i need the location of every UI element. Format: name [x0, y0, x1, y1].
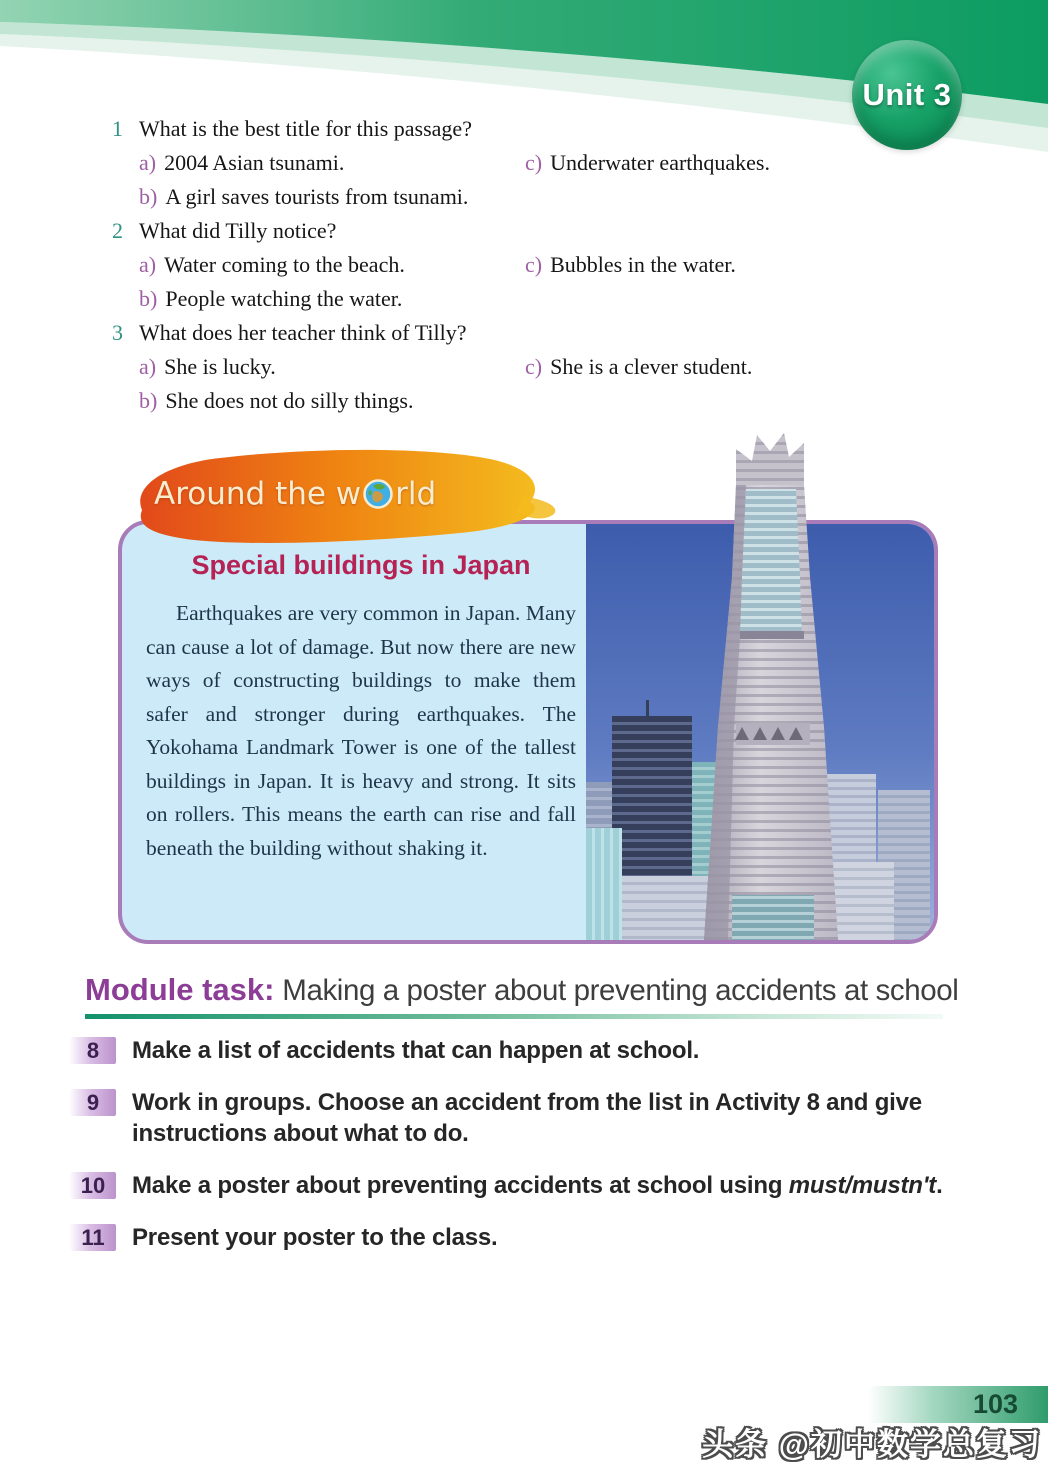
option-text: She is a clever student. — [550, 354, 753, 379]
banner-title-part1: Around the w — [154, 476, 362, 512]
activity-11 — [70, 1222, 980, 1253]
question-text: What is the best title for this passage? — [139, 116, 472, 141]
box-title: Special buildings in Japan — [191, 550, 531, 580]
option-letter: a) — [139, 252, 157, 277]
module-task-title: Making a poster about preventing accidents at school — [274, 974, 959, 1007]
option-text: Water coming to the beach. — [164, 252, 405, 277]
option-letter: c) — [525, 354, 543, 379]
option-text: Bubbles in the water. — [550, 252, 736, 277]
question-text: What did Tilly notice? — [139, 218, 337, 243]
option-a — [139, 248, 525, 282]
option-c — [525, 350, 752, 384]
question-number: 2 — [112, 218, 123, 243]
watermark-text: 头条 @初中数学总复习 — [702, 1427, 1042, 1462]
comprehension-questions — [112, 112, 992, 418]
page-number-bar — [868, 1386, 1048, 1423]
question-2 — [112, 214, 992, 248]
option-letter: a) — [139, 354, 157, 379]
banner-title — [154, 476, 436, 512]
around-the-world-box — [118, 520, 938, 944]
question-number: 3 — [112, 320, 123, 345]
activity-8 — [70, 1035, 980, 1066]
activity-text: Present your poster to the class. — [132, 1224, 498, 1251]
option-text: 2004 Asian tsunami. — [164, 150, 345, 175]
building-shape — [616, 876, 736, 940]
question-text: What does her teacher think of Tilly? — [139, 320, 467, 345]
activity-text: Make a list of accidents that can happen at school. — [132, 1037, 700, 1064]
question-1-options-row — [112, 180, 992, 214]
option-text: Underwater earthquakes. — [550, 150, 770, 175]
activities-list — [70, 1035, 980, 1274]
globe-icon — [362, 478, 394, 510]
option-c — [525, 248, 736, 282]
box-paragraph: Earthquakes are very common in Japan. Many can cause a lot of damage. But now there are new ways of constructing buildings to make them safer and stronger during earthquakes. The Yokohama Landmark Tower is one of the tallest buildings in Japan. It is heavy and strong. It sits on rollers. This means the earth can rise and fall beneath the building without shaking it. — [146, 601, 576, 860]
activity-text — [132, 1170, 943, 1201]
activity-number-badge: 11 — [70, 1224, 116, 1251]
question-1 — [112, 112, 992, 146]
option-letter: a) — [139, 150, 157, 175]
yokohama-city-photo — [586, 524, 934, 940]
activity-number-badge: 8 — [70, 1037, 116, 1064]
page-number: 103 — [972, 1389, 1018, 1419]
building-shape — [764, 862, 894, 940]
option-a — [139, 350, 525, 384]
option-letter: b) — [139, 184, 158, 209]
option-letter: c) — [525, 252, 543, 277]
module-task-heading — [85, 972, 959, 1008]
option-text: She is lucky. — [164, 354, 276, 379]
activity-text-italic: must/mustn't — [788, 1172, 937, 1199]
question-3-options-row — [112, 350, 992, 384]
activity-number-badge: 10 — [70, 1172, 116, 1199]
option-letter: c) — [525, 150, 543, 175]
module-task-label: Module task: — [85, 972, 275, 1007]
option-letter: b) — [139, 286, 158, 311]
option-b — [139, 180, 525, 214]
activity-text: Work in groups. Choose an accident from the list in Activity 8 and give instructions about what to do. — [132, 1089, 922, 1147]
question-1-options-row — [112, 146, 992, 180]
question-2-options-row — [112, 248, 992, 282]
unit-badge-label: Unit 3 — [862, 77, 952, 112]
around-the-world-text-column — [146, 550, 576, 865]
option-text: A girl saves tourists from tsunami. — [165, 184, 469, 209]
question-3 — [112, 316, 992, 350]
option-letter: b) — [139, 388, 158, 413]
option-b — [139, 384, 525, 418]
activity-text-after: . — [936, 1172, 943, 1199]
option-b — [139, 282, 525, 316]
option-text: People watching the water. — [165, 286, 403, 311]
module-task-underline — [85, 1014, 943, 1019]
option-text: She does not do silly things. — [165, 388, 414, 413]
around-the-world-banner — [124, 446, 564, 556]
question-2-options-row — [112, 282, 992, 316]
activity-10 — [70, 1170, 980, 1201]
activity-9 — [70, 1087, 980, 1149]
option-a — [139, 146, 525, 180]
activity-number-badge: 9 — [70, 1089, 116, 1116]
question-number: 1 — [112, 116, 123, 141]
option-c — [525, 146, 770, 180]
activity-text-before: Make a poster about preventing accidents at school using — [132, 1172, 789, 1199]
building-shape — [586, 828, 622, 940]
banner-title-part2: rld — [395, 476, 437, 512]
question-3-options-row — [112, 384, 992, 418]
